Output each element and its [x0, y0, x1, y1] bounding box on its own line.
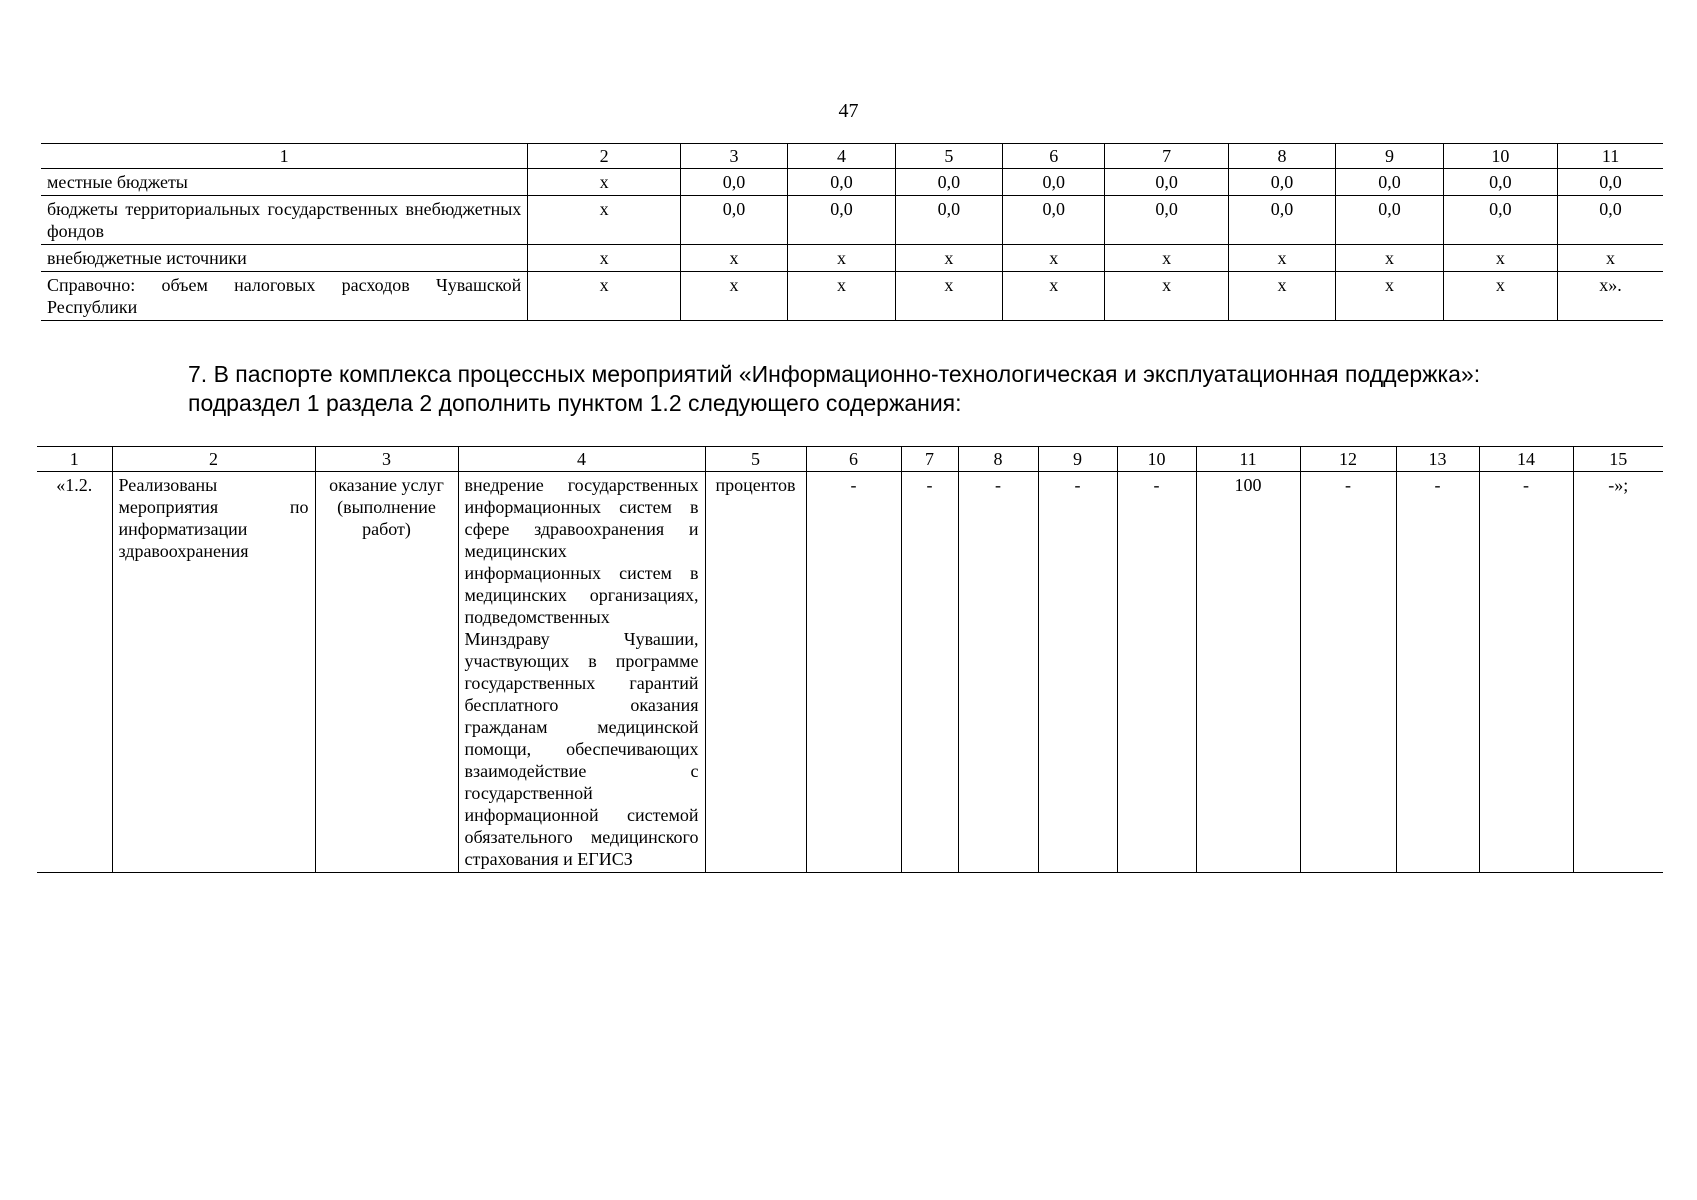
- column-header: 3: [315, 447, 458, 472]
- table-cell: x: [788, 245, 895, 272]
- column-header: 10: [1117, 447, 1196, 472]
- funding-table: [41, 143, 1663, 321]
- column-header: 2: [528, 144, 681, 169]
- column-header: 6: [1003, 144, 1105, 169]
- column-header: 2: [112, 447, 315, 472]
- indicator-table: [37, 446, 1663, 873]
- table-cell: x: [1336, 245, 1443, 272]
- column-header: 12: [1300, 447, 1396, 472]
- table-cell: 0,0: [1558, 196, 1663, 245]
- column-header: 8: [958, 447, 1038, 472]
- column-header: 9: [1038, 447, 1117, 472]
- paragraph-line: подраздел 1 раздела 2 дополнить пунктом 1.2 следующего содержания:: [188, 390, 962, 416]
- table-cell: x: [680, 272, 787, 321]
- table-cell: -: [1396, 472, 1479, 873]
- table-cell: -: [901, 472, 958, 873]
- column-header: 13: [1396, 447, 1479, 472]
- column-header: 9: [1336, 144, 1443, 169]
- table-row: [37, 472, 1663, 873]
- table-cell: 0,0: [680, 169, 787, 196]
- column-header: 1: [41, 144, 528, 169]
- column-header: 4: [788, 144, 895, 169]
- result-description: внедрение государственных информационных систем в сфере здравоохранения и медицинских информационных систем в медицинских организациях, подведомственных Минздраву Чувашии, участвующих в программе государственных гарантий бесплатного оказания гражданам медицинской помощи, обеспечивающих взаимодействие с государственной информационной системой обязательного медицинского страхования и ЕГИСЗ: [458, 472, 705, 873]
- amendment-paragraph: [188, 360, 1608, 418]
- table-cell: -»;: [1573, 472, 1663, 873]
- table-row: [41, 169, 1663, 196]
- column-header: 7: [901, 447, 958, 472]
- paragraph-line: 7. В паспорте комплекса процессных мероприятий «Информационно-технологическая и эксплуатационная поддержка»:: [188, 361, 1481, 387]
- page-number: 47: [838, 100, 859, 122]
- column-header: 5: [705, 447, 806, 472]
- column-header: 11: [1558, 144, 1663, 169]
- table-cell: 0,0: [1336, 169, 1443, 196]
- table-cell: 0,0: [1003, 169, 1105, 196]
- table-cell: x: [1228, 245, 1335, 272]
- column-header: 1: [37, 447, 112, 472]
- table-header-row: [37, 447, 1663, 472]
- table-cell: x: [1336, 272, 1443, 321]
- row-label: бюджеты территориальных государственных внебюджетных фондов: [41, 196, 528, 245]
- table-cell: x: [1003, 245, 1105, 272]
- column-header: 7: [1105, 144, 1228, 169]
- table-cell: -: [1479, 472, 1573, 873]
- table-cell: 0,0: [788, 196, 895, 245]
- table-cell: -: [806, 472, 901, 873]
- result-type: оказание услуг (выполнение работ): [315, 472, 458, 873]
- table-cell: -: [1038, 472, 1117, 873]
- table-cell: x: [1003, 272, 1105, 321]
- table-cell: x: [1443, 245, 1557, 272]
- column-header: 10: [1443, 144, 1557, 169]
- table-cell: 0,0: [895, 169, 1002, 196]
- table-cell: -: [1117, 472, 1196, 873]
- table-cell: x: [680, 245, 787, 272]
- table-cell: x: [1105, 272, 1228, 321]
- table-row: [41, 272, 1663, 321]
- column-header: 5: [895, 144, 1002, 169]
- table-cell: 0,0: [788, 169, 895, 196]
- table-cell: 0,0: [1443, 169, 1557, 196]
- table-cell: 0,0: [1228, 196, 1335, 245]
- result-name: Реализованы мероприятия по информатизации здравоохранения: [112, 472, 315, 873]
- table-cell: 0,0: [1558, 169, 1663, 196]
- table-cell: 0,0: [1443, 196, 1557, 245]
- table-cell: x: [528, 272, 681, 321]
- table-cell: x: [1443, 272, 1557, 321]
- table-cell: 0,0: [895, 196, 1002, 245]
- unit: процентов: [705, 472, 806, 873]
- table-cell: 0,0: [680, 196, 787, 245]
- row-label: местные бюджеты: [41, 169, 528, 196]
- table-cell: 0,0: [1105, 196, 1228, 245]
- column-header: 4: [458, 447, 705, 472]
- column-header: 6: [806, 447, 901, 472]
- table-cell: x: [528, 245, 681, 272]
- table-row: [41, 196, 1663, 245]
- table-cell: x: [895, 245, 1002, 272]
- table-cell: x».: [1558, 272, 1663, 321]
- table-row: [41, 245, 1663, 272]
- table-cell: 100: [1196, 472, 1300, 873]
- column-header: 8: [1228, 144, 1335, 169]
- column-header: 15: [1573, 447, 1663, 472]
- table-cell: 0,0: [1003, 196, 1105, 245]
- table-cell: x: [895, 272, 1002, 321]
- table-cell: x: [1558, 245, 1663, 272]
- table-cell: -: [958, 472, 1038, 873]
- table-cell: x: [1105, 245, 1228, 272]
- column-header: 14: [1479, 447, 1573, 472]
- table-cell: 0,0: [1105, 169, 1228, 196]
- item-number: «1.2.: [37, 472, 112, 873]
- table-header-row: [41, 144, 1663, 169]
- table-cell: 0,0: [1336, 196, 1443, 245]
- row-label: Справочно: объем налоговых расходов Чувашской Республики: [41, 272, 528, 321]
- table-cell: -: [1300, 472, 1396, 873]
- row-label: внебюджетные источники: [41, 245, 528, 272]
- table-cell: x: [788, 272, 895, 321]
- table-cell: 0,0: [1228, 169, 1335, 196]
- column-header: 3: [680, 144, 787, 169]
- table-cell: x: [1228, 272, 1335, 321]
- column-header: 11: [1196, 447, 1300, 472]
- table-cell: x: [528, 169, 681, 196]
- table-cell: x: [528, 196, 681, 245]
